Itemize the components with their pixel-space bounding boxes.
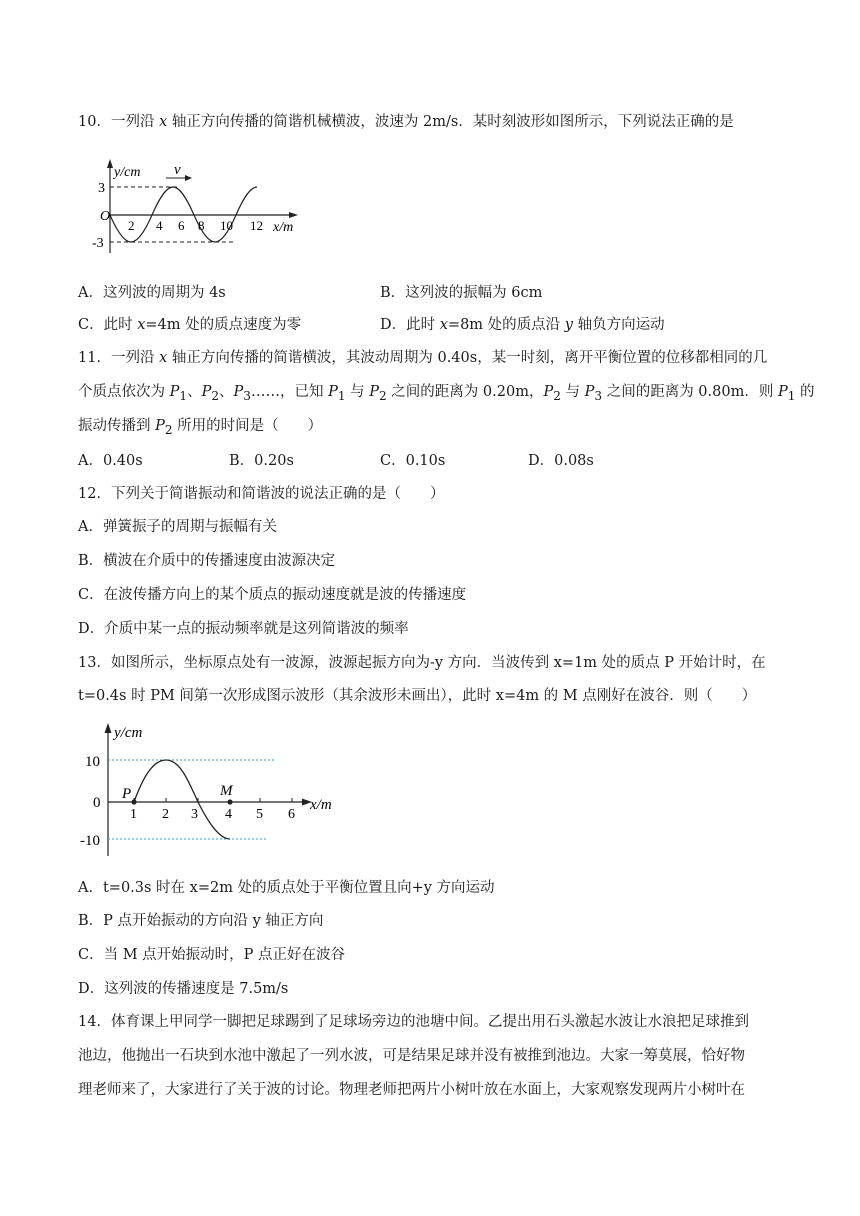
q13-x-tick: 6 (288, 807, 295, 822)
q13-stem-line2: t=0.4s 时 PM 间第一次形成图示波形（其余波形未画出），此时 x=4m 的 M 点刚好在波谷．则（ ） (78, 688, 757, 704)
q10-x-tick: 4 (156, 218, 163, 233)
q13-y-arrow (105, 723, 112, 733)
q13-x-tick: 5 (256, 807, 263, 822)
q12-option-a: A．弹簧振子的周期与振幅有关 (78, 519, 277, 535)
q13-point-m (227, 799, 232, 804)
q13-y-tick: -10 (80, 833, 100, 849)
q10-y-tick: -3 (92, 236, 104, 251)
q13-point-p-label: P (122, 786, 132, 802)
q13-point-p (131, 799, 136, 804)
q13-option-b: B．P 点开始振动的方向沿 y 轴正方向 (78, 913, 324, 929)
q10-x-tick: 6 (178, 218, 185, 233)
q10-wave-figure (92, 156, 310, 256)
q10-x-axis-label: x/m (273, 220, 294, 235)
q10-velocity-arrowhead (185, 175, 192, 181)
q11-stem-line2: 个质点依次为 $P_1$、$P_2$、$P_3\dots\dots$，已知 $P_1$ 与 $P_2$ 之间的距离为 0.20m，$P_2$ 与 $P_3$ 之间的距离为 0.80m．则 $P_1$ 的 (78, 384, 815, 403)
q14-stem-line2: 池边，他抛出一石块到水池中激起了一列水波，可是结果足球并没有被推到池边。大家一筹莫展，恰好物 (78, 1048, 745, 1064)
q10-option-c: C．此时 x=4m 处的质点速度为零 (78, 317, 302, 333)
q13-y-tick: 0 (93, 795, 101, 811)
q11-option-a: A．0.40s (78, 453, 143, 469)
q14-stem-line3: 理老师来了，大家进行了关于波的讨论。物理老师把两片小树叶放在水面上，大家观察发现两片小树叶在 (78, 1082, 745, 1098)
q10-stem: 10．一列沿 x 轴正方向传播的简谐机械横波，波速为 2m/s．某时刻波形如图所示，下列说法正确的是 (78, 114, 734, 130)
q10-x-tick: 12 (250, 218, 263, 233)
q11-option-c: C．0.10s (380, 453, 446, 469)
q13-wave-curve (134, 760, 230, 839)
q13-option-d: D．这列波的传播速度是 7.5m/s (78, 981, 289, 997)
q13-x-tick: 3 (191, 807, 198, 822)
q11-option-b: B．0.20s (229, 453, 294, 469)
q13-stem-line1: 13．如图所示，坐标原点处有一波源，波源起振方向为-y 方向．当波传到 x=1m 处的质点 P 开始计时，在 (78, 655, 766, 671)
q10-x-tick: 2 (128, 218, 135, 233)
q13-wave-figure (76, 718, 346, 858)
q10-option-b: B．这列波的振幅为 6cm (380, 285, 543, 301)
q12-option-b: B．横波在介质中的传播速度由波源决定 (78, 553, 336, 569)
q10-y-tick: 3 (98, 181, 105, 196)
q13-x-tick: 4 (225, 807, 232, 822)
q13-option-a: A．t=0.3s 时在 x=2m 处的质点处于平衡位置且向+y 方向运动 (78, 880, 495, 896)
q10-y-arrow (107, 159, 113, 168)
q13-x-tick: 1 (130, 807, 137, 822)
q10-option-a: A．这列波的周期为 4s (78, 285, 226, 301)
q14-stem-line1: 14．体育课上甲同学一脚把足球踢到了足球场旁边的池塘中间。乙提出用石头激起水波让水浪把足球推到 (78, 1014, 749, 1030)
q10-y-axis-label: y/cm (114, 165, 141, 180)
q11-stem-line3: 振动传播到 $P_2$ 所用的时间是（ ） (78, 418, 323, 437)
q12-stem: 12．下列关于简谐振动和简谐波的说法正确的是（ ） (78, 486, 445, 502)
q10-option-d: D．此时 x=8m 处的质点沿 y 轴负方向运动 (380, 317, 665, 333)
q10-origin-label: O (100, 209, 111, 224)
q11-stem-line1: 11．一列沿 x 轴正方向传播的简谐横波，其波动周期为 0.40s，某一时刻，离开平衡位置的位移都相同的几 (78, 350, 768, 366)
q12-option-c: C．在波传播方向上的某个质点的振动速度就是波的传播速度 (78, 587, 467, 603)
q10-x-tick: 10 (220, 218, 233, 233)
q11-option-d: D．0.08s (528, 453, 594, 469)
q13-point-m-label: M (220, 783, 233, 799)
q13-y-tick: 10 (85, 754, 100, 770)
q10-x-tick: 8 (198, 218, 205, 233)
q10-velocity-label: v (174, 162, 181, 178)
q13-x-tick: 2 (162, 807, 169, 822)
q13-x-axis-label: x/m (310, 797, 332, 813)
q10-x-arrow (289, 212, 298, 218)
q13-option-c: C．当 M 点开始振动时，P 点正好在波谷 (78, 947, 346, 963)
q12-option-d: D．介质中某一点的振动频率就是这列简谐波的频率 (78, 621, 409, 637)
q13-y-axis-label: y/cm (114, 725, 143, 741)
